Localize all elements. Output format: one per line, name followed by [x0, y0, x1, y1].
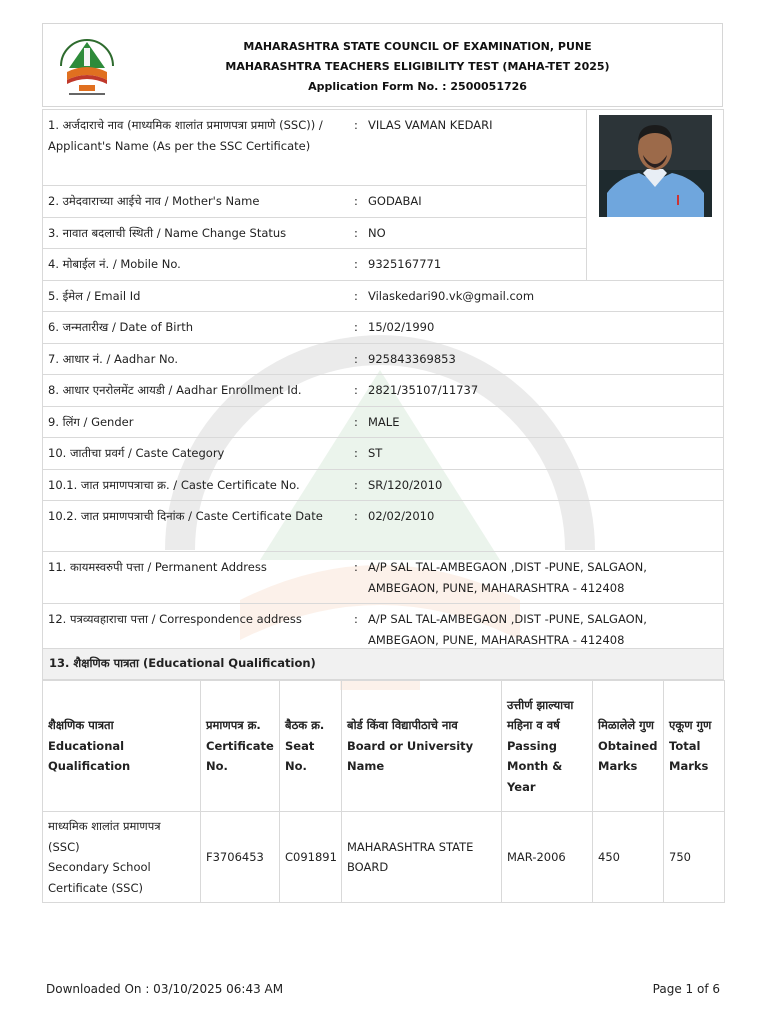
qualification-cell: माध्यमिक शालांत प्रमाणपत्र (SSC) Secondary School Certificate (SSC)	[43, 812, 201, 903]
field-label: 5. ईमेल / Email Id	[43, 280, 350, 312]
aadhar-enrollment-id: 2821/35107/11737	[368, 383, 479, 397]
exam-name: MAHARASHTRA TEACHERS ELIGIBILITY TEST (MAHA-TET 2025)	[225, 60, 610, 73]
application-form-number: Application Form No. : 2500051726	[308, 80, 527, 93]
email-id: Vilaskedari90.vk@gmail.com	[368, 288, 535, 303]
applicant-photo	[599, 115, 712, 217]
field-label: 3. नावात बदलाची स्थिती / Name Change Status	[43, 217, 350, 249]
field-row	[43, 312, 724, 344]
field-value: : GODABAI	[349, 186, 587, 218]
header-total-marks: एकूण गुण Total Marks	[664, 681, 725, 812]
field-value: : SR/120/2010	[349, 469, 724, 501]
field-label: 2. उमेदवाराच्या आईचे नाव / Mother's Name	[43, 186, 350, 218]
field-row	[43, 552, 724, 604]
field-value: : 9325167771	[349, 249, 587, 281]
name-change-status: NO	[368, 225, 386, 240]
field-value: : A/P SAL TAL-AMBEGAON ,DIST -PUNE, SALGAON, AMBEGAON, PUNE, MAHARASHTRA - 412408	[349, 552, 724, 604]
field-value: : NO	[349, 217, 587, 249]
field-label: 11. कायमस्वरुपी पत्ता / Permanent Address	[43, 552, 350, 604]
field-value: : ST	[349, 438, 724, 470]
total-marks-cell: 750	[664, 812, 725, 903]
page-number: Page 1 of 6	[652, 982, 720, 996]
field-value: : A/P SAL TAL-AMBEGAON ,DIST -PUNE, SALGAON, AMBEGAON, PUNE, MAHARASHTRA - 412408	[349, 604, 724, 656]
field-label: 10.1. जात प्रमाणपत्राचा क्र. / Caste Certificate No.	[43, 469, 350, 501]
header-text	[123, 37, 712, 97]
downloaded-timestamp: Downloaded On : 03/10/2025 06:43 AM	[46, 982, 284, 996]
field-row	[43, 406, 724, 438]
table-row	[43, 812, 725, 903]
field-value: : 2821/35107/11737	[349, 375, 724, 407]
caste-category: ST	[368, 446, 383, 460]
education-header-row	[43, 681, 725, 812]
field-label: 7. आधार नं. / Aadhar No.	[43, 343, 350, 375]
photo-cell	[587, 110, 724, 281]
seat-no-cell: C091891	[280, 812, 342, 903]
header-passing: उत्तीर्ण झाल्याचा महिना व वर्ष Passing Month & Year	[502, 681, 593, 812]
field-label: 1. अर्जदाराचे नाव (माध्यमिक शालांत प्रमाणपत्रा प्रमाणे (SSC)) / Applicant's Name (As per the SSC Certificate)	[43, 110, 350, 186]
field-row	[43, 501, 724, 552]
passing-cell: MAR-2006	[502, 812, 593, 903]
field-label: 9. लिंग / Gender	[43, 406, 350, 438]
mother-name: GODABAI	[368, 194, 422, 208]
personal-details-table	[42, 109, 724, 656]
caste-certificate-number: SR/120/2010	[368, 477, 443, 492]
mobile-number: 9325167771	[368, 257, 442, 271]
field-value: : MALE	[349, 406, 724, 438]
header-certificate-no: प्रमाणपत्र क्र. Certificate No.	[201, 681, 280, 812]
field-row	[43, 375, 724, 407]
field-row	[43, 469, 724, 501]
date-of-birth: 15/02/1990	[368, 320, 435, 334]
obtained-marks-cell: 450	[593, 812, 664, 903]
aadhar-number: 925843369853	[368, 351, 456, 366]
gender: MALE	[368, 414, 400, 429]
education-table	[42, 680, 725, 903]
field-row	[43, 280, 724, 312]
field-row	[43, 110, 724, 186]
field-row	[43, 343, 724, 375]
header-qualification: शैक्षणिक पात्रता Educational Qualification	[43, 681, 201, 812]
field-label: 10. जातीचा प्रवर्ग / Caste Category	[43, 438, 350, 470]
field-value: : 925843369853	[349, 343, 724, 375]
applicant-name: VILAS VAMAN KEDARI	[368, 118, 493, 132]
permanent-address: A/P SAL TAL-AMBEGAON ,DIST -PUNE, SALGAON, AMBEGAON, PUNE, MAHARASHTRA - 412408	[368, 560, 647, 595]
field-label: 4. मोबाईल नं. / Mobile No.	[43, 249, 350, 281]
header-obtained-marks: मिळालेले गुण Obtained Marks	[593, 681, 664, 812]
certificate-no-cell: F3706453	[201, 812, 280, 903]
education-section-title: 13. शैक्षणिक पात्रता (Educational Qualification)	[42, 648, 724, 680]
council-name: MAHARASHTRA STATE COUNCIL OF EXAMINATION, PUNE	[243, 40, 592, 53]
field-value	[349, 110, 587, 186]
form-header	[42, 23, 723, 107]
field-value: : Vilaskedari90.vk@gmail.com	[349, 280, 724, 312]
field-row	[43, 438, 724, 470]
field-label: 10.2. जात प्रमाणपत्राची दिनांक / Caste Certificate Date	[43, 501, 350, 552]
header-board: बोर्ड किंवा विद्यापीठाचे नाव Board or University Name	[342, 681, 502, 812]
field-value: : 02/02/2010	[349, 501, 724, 552]
caste-certificate-date: 02/02/2010	[368, 509, 435, 523]
correspondence-address: A/P SAL TAL-AMBEGAON ,DIST -PUNE, SALGAON, AMBEGAON, PUNE, MAHARASHTRA - 412408	[368, 612, 647, 647]
field-value: : 15/02/1990	[349, 312, 724, 344]
council-logo-icon	[51, 28, 123, 100]
field-label: 8. आधार एनरोलमेंट आयडी / Aadhar Enrollment Id.	[43, 375, 350, 407]
board-cell: MAHARASHTRA STATE BOARD	[342, 812, 502, 903]
field-label: 6. जन्मतारीख / Date of Birth	[43, 312, 350, 344]
header-seat-no: बैठक क्र. Seat No.	[280, 681, 342, 812]
field-label: 12. पत्रव्यवहाराचा पत्ता / Correspondence address	[43, 604, 350, 656]
colon: :	[354, 118, 358, 132]
